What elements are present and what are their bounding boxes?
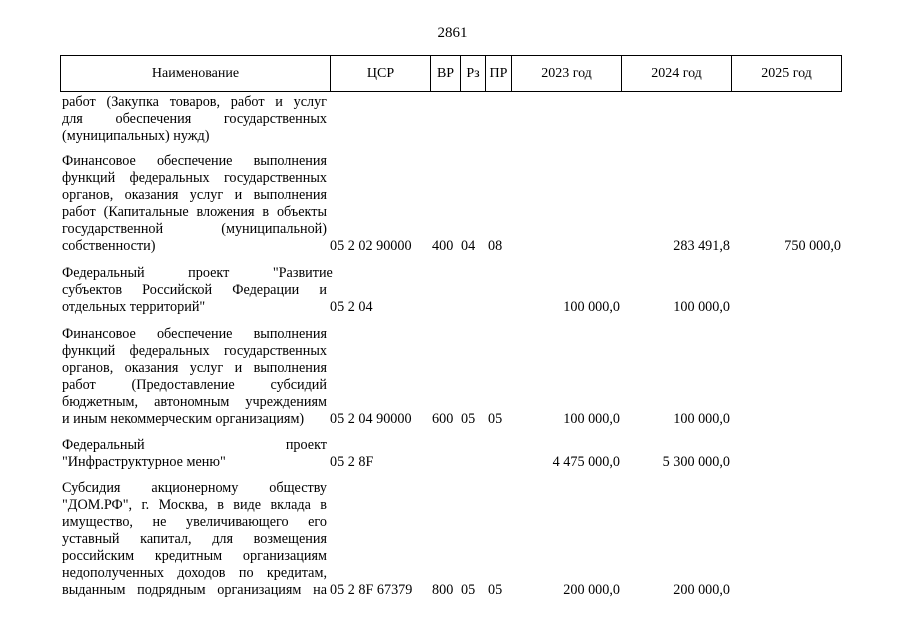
table-header (60, 55, 842, 92)
row-name-line: "ДОМ.РФ", г. Москва, в виде вклада в (62, 497, 327, 513)
row-rz: 05 (461, 582, 476, 598)
row-2023: 4 475 000,0 (552, 454, 620, 470)
row-name-line: выданным подрядным организациям на (62, 582, 327, 598)
row-name-line: (муниципальных) нужд) (62, 128, 210, 144)
row-vr: 800 (432, 582, 454, 598)
row-name-line: недополученных доходов по кредитам, (62, 565, 327, 581)
row-csr: 05 2 8F 67379 (330, 582, 413, 598)
header-csr: ЦСР (331, 56, 431, 91)
header-2023: 2023 год (512, 56, 622, 91)
row-name-line: функций федеральных государственных (62, 343, 327, 359)
row-name-line: органов, оказания услуг и выполнения (62, 187, 327, 203)
row-name-line: государственной (муниципальной) (62, 221, 327, 237)
header-2025: 2025 год (761, 66, 812, 81)
row-name-line: Федеральный проект "Развитие (62, 265, 333, 281)
row-csr: 05 2 02 90000 (330, 238, 412, 254)
row-2024: 283 491,8 (673, 238, 730, 254)
row-name-line: уставный капитал, для возмещения (62, 531, 327, 547)
page-number: 2861 (437, 25, 468, 41)
header-pr: ПР (486, 56, 512, 91)
row-rz: 04 (461, 238, 476, 254)
row-2024: 5 300 000,0 (662, 454, 730, 470)
row-rz: 05 (461, 411, 476, 427)
row-csr: 05 2 04 (330, 299, 373, 315)
header-2024: 2024 год (622, 56, 732, 91)
row-name-line: органов, оказания услуг и выполнения (62, 360, 327, 376)
row-name-line: Субсидия акционерному обществу (62, 480, 327, 496)
row-name (62, 480, 327, 599)
row-2024: 200 000,0 (673, 582, 730, 598)
row-pr: 05 (488, 582, 503, 598)
row-name-line: и иным некоммерческим организациям) (62, 411, 305, 427)
row-csr: 05 2 04 90000 (330, 411, 412, 427)
row-vr: 400 (432, 238, 454, 254)
row-name-line: работ (Закупка товаров, работ и услуг (62, 94, 327, 110)
header-name: Наименование (61, 56, 331, 91)
row-name-line: имущество, не увеличивающего его (62, 514, 327, 530)
row-name-line: собственности) (62, 238, 156, 254)
row-name-line: отдельных территорий" (62, 299, 206, 315)
row-vr: 600 (432, 411, 454, 427)
row-name-line: работ (Предоставление субсидий (62, 377, 327, 393)
row-2025: 750 000,0 (784, 238, 841, 254)
row-name-line: бюджетным, автономным учреждениям (62, 394, 327, 410)
row-name-line: "Инфраструктурное меню" (62, 454, 226, 470)
row-name-line: работ (Капитальные вложения в объекты (62, 204, 327, 220)
row-name-line: функций федеральных государственных (62, 170, 327, 186)
row-name (62, 326, 327, 428)
row-name-line: российским кредитным организациям (62, 548, 327, 564)
row-name-line: для обеспечения государственных (62, 111, 327, 127)
row-2024: 100 000,0 (673, 411, 730, 427)
header-vr: ВР (431, 56, 461, 91)
row-name (62, 437, 327, 471)
row-name-line: субъектов Российской Федерации и (62, 282, 327, 298)
row-name-line: Финансовое обеспечение выполнения (62, 153, 327, 169)
row-pr: 08 (488, 238, 503, 254)
row-csr: 05 2 8F (330, 454, 374, 470)
row-2023: 200 000,0 (563, 582, 620, 598)
row-2024: 100 000,0 (673, 299, 730, 315)
row-pr: 05 (488, 411, 503, 427)
row-name (62, 265, 333, 316)
row-2023: 100 000,0 (563, 299, 620, 315)
row-name (62, 94, 327, 145)
header-rz: Рз (461, 56, 486, 91)
row-2023: 100 000,0 (563, 411, 620, 427)
row-name-line: Федеральный проект (62, 437, 327, 453)
row-name-line: Финансовое обеспечение выполнения (62, 326, 327, 342)
row-name (62, 153, 327, 255)
